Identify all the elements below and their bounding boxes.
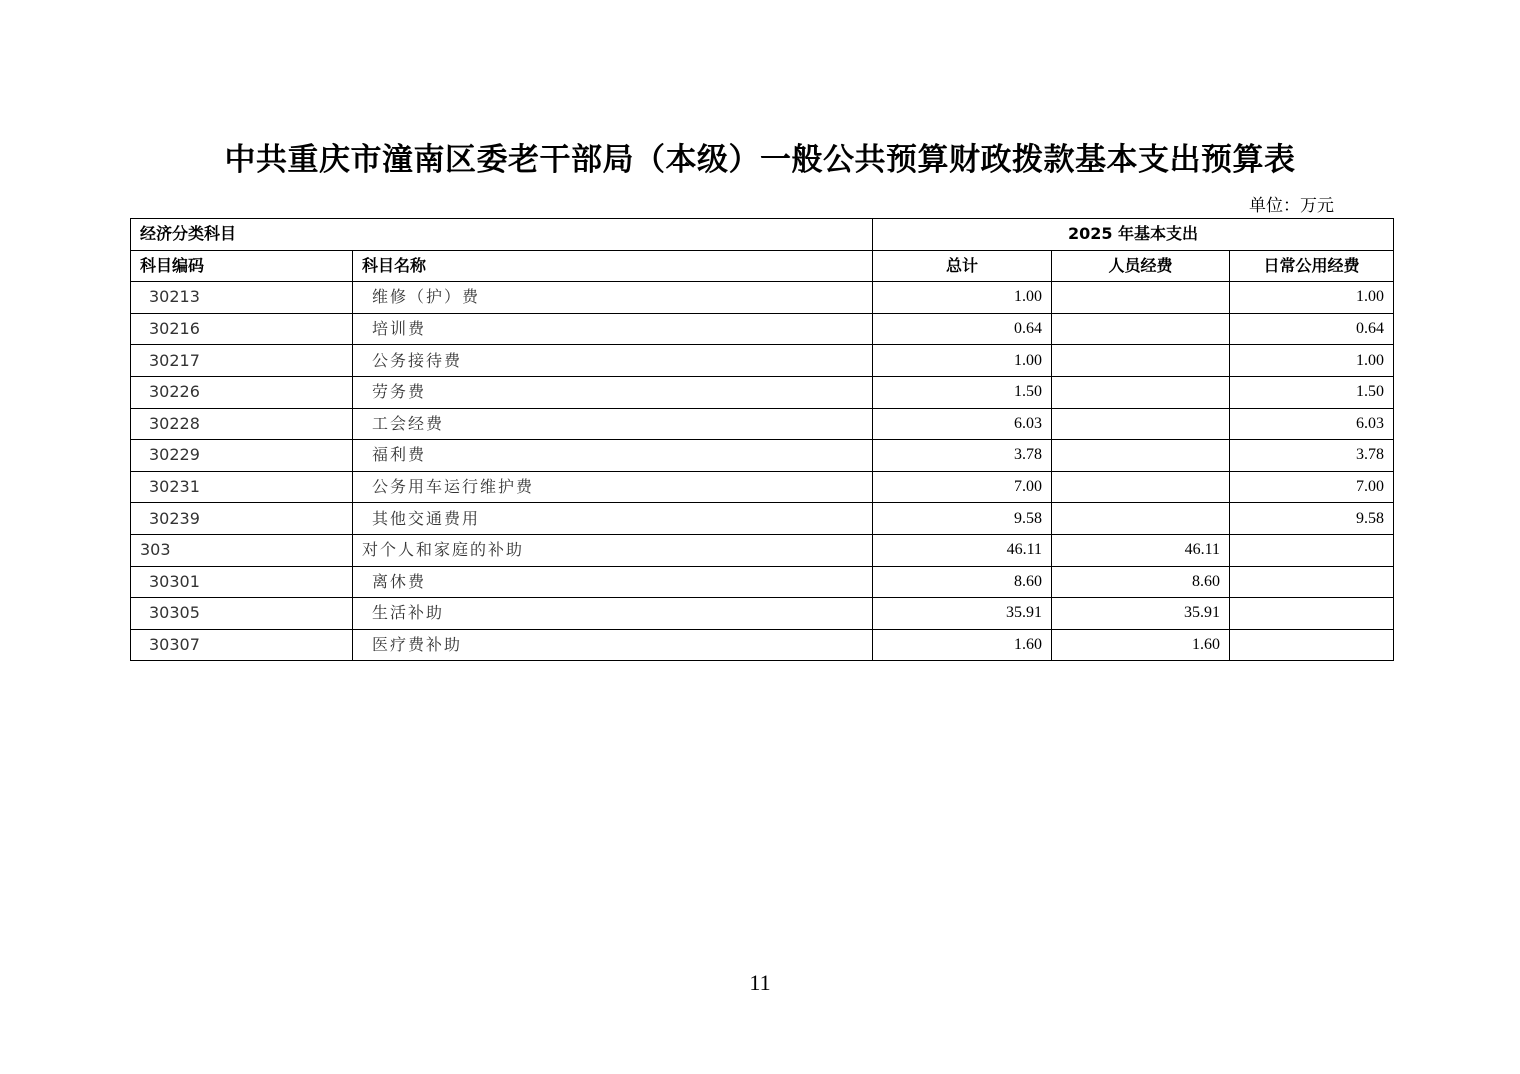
row-code: 30305 xyxy=(131,598,353,630)
row-total: 1.50 xyxy=(873,376,1052,408)
row-code: 30239 xyxy=(131,503,353,535)
row-personnel: 1.60 xyxy=(1052,629,1230,661)
header-name: 科目名称 xyxy=(353,250,873,282)
row-personnel: 35.91 xyxy=(1052,598,1230,630)
row-public: 3.78 xyxy=(1230,440,1394,472)
row-name: 劳务费 xyxy=(353,376,873,408)
table-row xyxy=(131,598,1394,630)
row-total: 1.60 xyxy=(873,629,1052,661)
row-code: 30216 xyxy=(131,313,353,345)
page-title: 中共重庆市潼南区委老干部局（本级）一般公共预算财政拨款基本支出预算表 xyxy=(224,142,1296,178)
row-personnel xyxy=(1052,313,1230,345)
row-total: 9.58 xyxy=(873,503,1052,535)
row-total: 35.91 xyxy=(873,598,1052,630)
table-row xyxy=(131,282,1394,314)
row-name: 离休费 xyxy=(353,566,873,598)
row-public xyxy=(1230,566,1394,598)
header-public: 日常公用经费 xyxy=(1230,250,1394,282)
row-name: 工会经费 xyxy=(353,408,873,440)
row-public: 9.58 xyxy=(1230,503,1394,535)
table-row xyxy=(131,534,1394,566)
header-row-group xyxy=(131,219,1394,251)
row-code: 303 xyxy=(131,534,353,566)
row-public: 7.00 xyxy=(1230,471,1394,503)
row-personnel xyxy=(1052,345,1230,377)
row-code: 30213 xyxy=(131,282,353,314)
row-public: 1.50 xyxy=(1230,376,1394,408)
row-name: 公务接待费 xyxy=(353,345,873,377)
row-total: 3.78 xyxy=(873,440,1052,472)
row-code: 30228 xyxy=(131,408,353,440)
row-name: 公务用车运行维护费 xyxy=(353,471,873,503)
row-public xyxy=(1230,629,1394,661)
row-personnel xyxy=(1052,440,1230,472)
row-code: 30307 xyxy=(131,629,353,661)
row-public: 1.00 xyxy=(1230,345,1394,377)
unit-label: 单位：万元 xyxy=(1249,196,1334,216)
header-row-columns xyxy=(131,250,1394,282)
header-personnel: 人员经费 xyxy=(1052,250,1230,282)
row-personnel xyxy=(1052,376,1230,408)
row-total: 1.00 xyxy=(873,282,1052,314)
row-code: 30231 xyxy=(131,471,353,503)
header-basic-expenditure: 2025 年基本支出 xyxy=(873,219,1394,251)
row-name: 生活补助 xyxy=(353,598,873,630)
table-row xyxy=(131,440,1394,472)
row-code: 30229 xyxy=(131,440,353,472)
row-total: 0.64 xyxy=(873,313,1052,345)
row-personnel xyxy=(1052,503,1230,535)
row-total: 1.00 xyxy=(873,345,1052,377)
table-row xyxy=(131,629,1394,661)
row-personnel xyxy=(1052,408,1230,440)
header-code: 科目编码 xyxy=(131,250,353,282)
row-total: 6.03 xyxy=(873,408,1052,440)
table-row xyxy=(131,566,1394,598)
budget-table xyxy=(130,218,1394,661)
row-personnel: 8.60 xyxy=(1052,566,1230,598)
row-name: 其他交通费用 xyxy=(353,503,873,535)
row-code: 30226 xyxy=(131,376,353,408)
row-name: 培训费 xyxy=(353,313,873,345)
row-personnel xyxy=(1052,282,1230,314)
row-total: 46.11 xyxy=(873,534,1052,566)
row-name: 维修（护）费 xyxy=(353,282,873,314)
row-name: 对个人和家庭的补助 xyxy=(353,534,873,566)
table-row xyxy=(131,345,1394,377)
row-name: 医疗费补助 xyxy=(353,629,873,661)
header-economic-class: 经济分类科目 xyxy=(131,219,873,251)
row-total: 8.60 xyxy=(873,566,1052,598)
row-public: 1.00 xyxy=(1230,282,1394,314)
row-public xyxy=(1230,598,1394,630)
table-row xyxy=(131,376,1394,408)
table-row xyxy=(131,503,1394,535)
row-public xyxy=(1230,534,1394,566)
row-public: 6.03 xyxy=(1230,408,1394,440)
row-personnel: 46.11 xyxy=(1052,534,1230,566)
row-name: 福利费 xyxy=(353,440,873,472)
table-row xyxy=(131,408,1394,440)
row-total: 7.00 xyxy=(873,471,1052,503)
table-row xyxy=(131,313,1394,345)
page-number: 11 xyxy=(749,970,771,995)
row-personnel xyxy=(1052,471,1230,503)
header-total: 总计 xyxy=(873,250,1052,282)
row-code: 30301 xyxy=(131,566,353,598)
table-row xyxy=(131,471,1394,503)
row-code: 30217 xyxy=(131,345,353,377)
row-public: 0.64 xyxy=(1230,313,1394,345)
